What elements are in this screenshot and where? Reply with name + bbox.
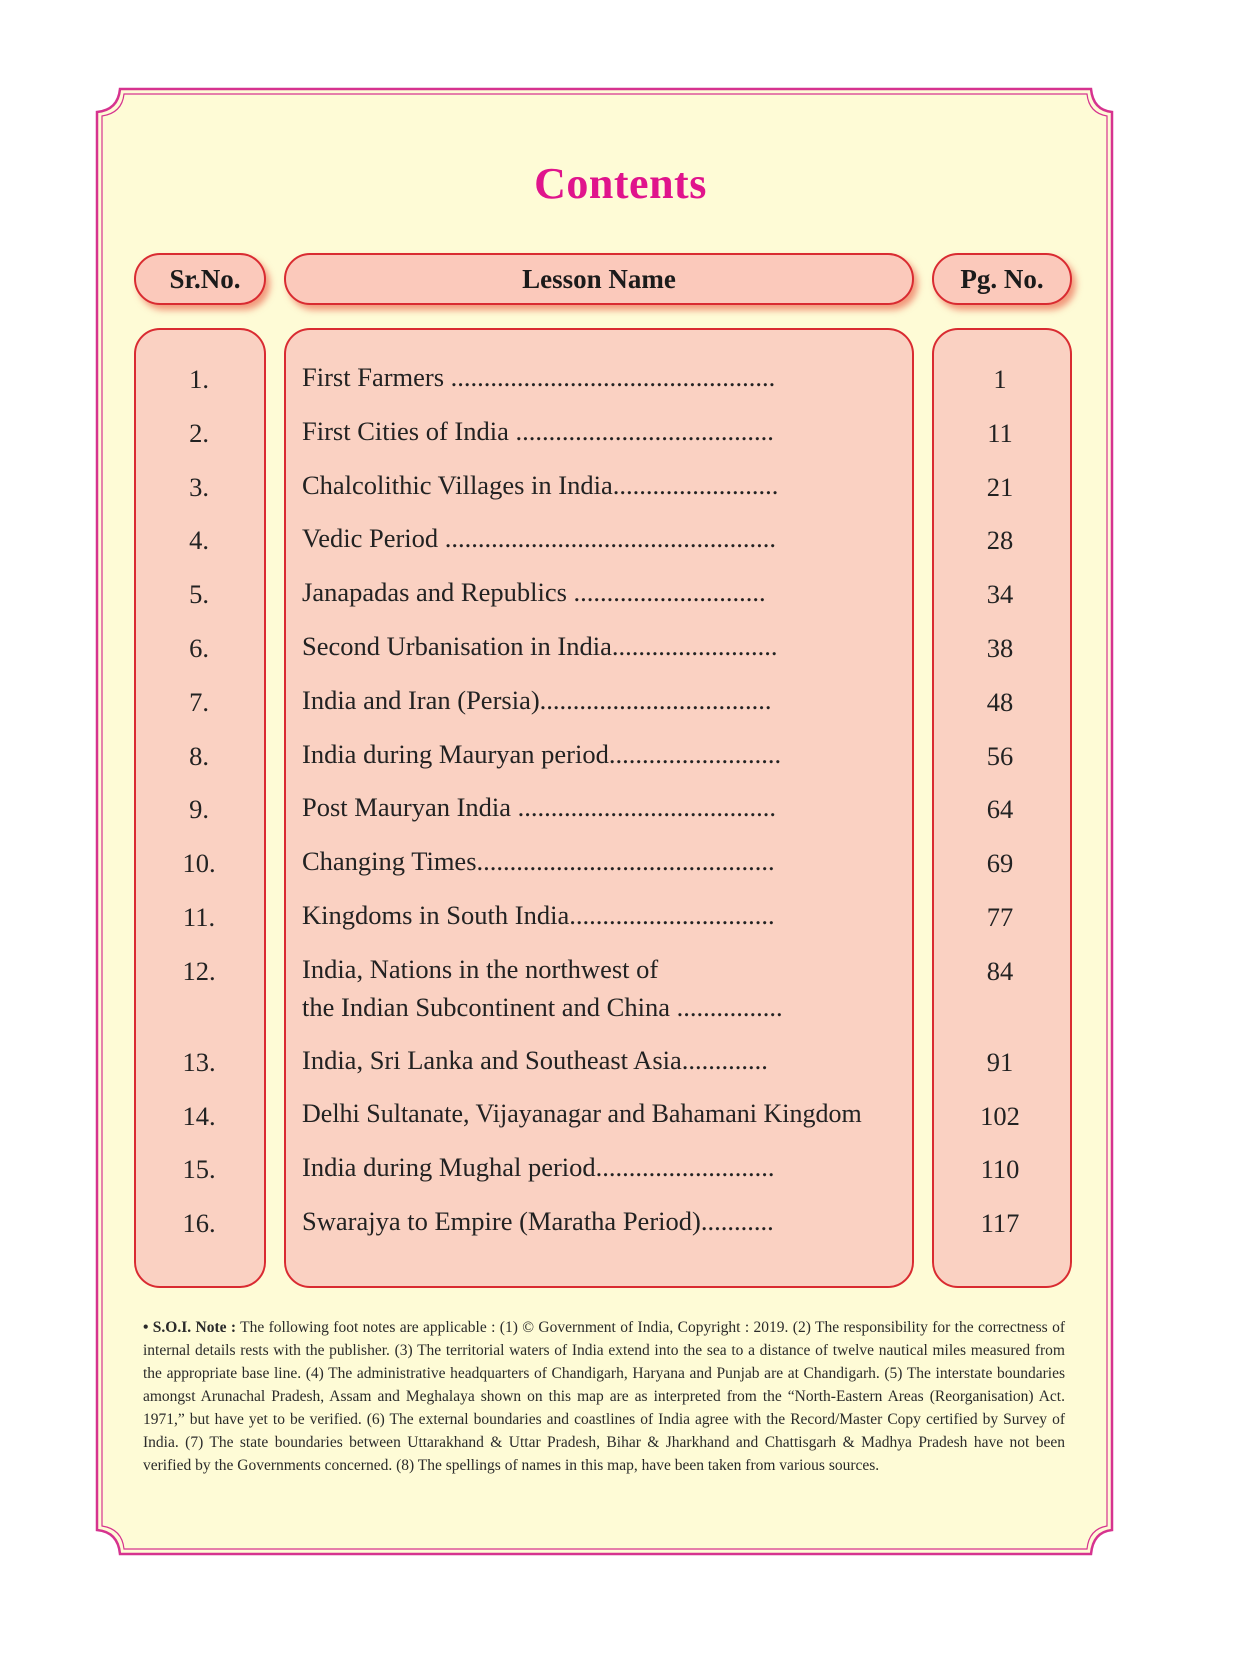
list-item — [0, 953, 1241, 1047]
header-sr-no-label: Sr.No. — [169, 263, 241, 294]
lesson-name: Delhi Sultanate, Vijayanagar and Bahamani Kingdom — [302, 1098, 862, 1128]
list-item — [0, 469, 1241, 526]
sr-number: 7. — [189, 686, 209, 717]
page-number: 56 — [986, 740, 1014, 771]
page-number: 110 — [980, 1154, 1020, 1185]
soi-note-label: • S.O.I. Note : — [143, 1319, 237, 1336]
list-item — [0, 899, 1241, 956]
contents-list — [0, 364, 1241, 1262]
lesson-name: Post Mauryan India ....................................... — [302, 792, 777, 823]
header-page-no-label: Pg. No. — [960, 263, 1044, 294]
list-item — [0, 1154, 1241, 1208]
lesson-name: India during Mughal period........................... — [302, 1152, 775, 1183]
list-item — [0, 364, 1241, 418]
lesson-name: Janapadas and Republics ............................. — [302, 577, 766, 608]
list-item — [0, 1098, 1241, 1155]
lesson-name-line-2: the Indian Subcontinent and China ................ — [302, 991, 783, 1022]
header-lesson-name-label: Lesson Name — [522, 263, 676, 294]
sr-number: 14. — [182, 1100, 216, 1131]
sr-number: 11. — [182, 901, 216, 932]
header-page-no — [932, 253, 1072, 305]
sr-number: 3. — [189, 471, 209, 502]
list-item — [0, 738, 1241, 795]
list-item — [0, 794, 1241, 848]
page-number: 48 — [986, 686, 1014, 717]
lesson-name: First Farmers ................................................. — [302, 362, 776, 392]
sr-number: 9. — [189, 794, 209, 825]
list-item — [0, 848, 1241, 902]
page-number: 34 — [986, 579, 1014, 610]
page-number: 28 — [986, 525, 1014, 556]
lesson-name: Second Urbanisation in India......................... — [302, 630, 778, 661]
sr-number: 13. — [182, 1046, 216, 1077]
header-sr-no — [134, 253, 266, 305]
page-number: 84 — [986, 955, 1014, 986]
page-number: 77 — [986, 901, 1014, 932]
header-lesson-name — [284, 253, 914, 305]
sr-number: 16. — [182, 1208, 216, 1239]
list-item — [0, 525, 1241, 579]
soi-note-text: The following foot notes are applicable : (1) © Government of India, Copyright : 2019. (2) The responsibility for the correctness of internal details rests with the publisher. (3) The territorial waters of India extend into the sea to a distance of twelve nautical miles measured from the appropriate base line. (4) The administrative headquarters of Chandigarh, Haryana and Punjab are at Chandigarh. (5) The interstate boundaries amongst Arunachal Pradesh, Assam and Meghalaya shown on this map are as interpreted from the “North-Eastern Areas (Reorganisation) Act. 1971,” but have yet to be verified. (6) The external boundaries and coastlines of India agree with the Record/Master Copy certified by Survey of India. (7) The state boundaries between Uttarakhand & Uttar Pradesh, Bihar & Jharkhand and Chattisgarh & Madhya Pradesh have not been verified by the Governments concerned. (8) The spellings of names in this map, have been taken from various sources. — [143, 1319, 1065, 1474]
list-item — [0, 684, 1241, 741]
sr-number: 1. — [189, 364, 209, 394]
lesson-name-line-1: India, Nations in the northwest of — [302, 953, 659, 984]
page-number: 21 — [986, 471, 1014, 502]
page-number: 64 — [986, 794, 1014, 825]
page-number: 1 — [993, 364, 1007, 394]
list-item — [0, 579, 1241, 633]
sr-number: 2. — [189, 417, 209, 448]
list-item — [0, 1208, 1241, 1262]
page-title: Contents — [534, 159, 707, 208]
lesson-name: India during Mauryan period.......................... — [302, 738, 782, 769]
lesson-name: Chalcolithic Villages in India......................... — [302, 469, 779, 500]
sr-number: 10. — [182, 848, 216, 879]
page-number: 11 — [987, 417, 1013, 448]
sr-number: 15. — [182, 1154, 216, 1185]
list-item — [0, 630, 1241, 687]
soi-note — [143, 1316, 1065, 1477]
page-number: 91 — [986, 1046, 1014, 1077]
list-item — [0, 1044, 1241, 1101]
sr-number: 6. — [189, 632, 209, 663]
sr-number: 8. — [189, 740, 209, 771]
sr-number: 12. — [182, 955, 216, 986]
lesson-name: India and Iran (Persia)................................... — [302, 684, 772, 715]
lesson-name: Changing Times............................................. — [302, 846, 775, 877]
lesson-name — [302, 950, 902, 1026]
page-number: 38 — [986, 632, 1014, 663]
list-item — [0, 415, 1241, 472]
lesson-name: First Cities of India ....................................... — [302, 415, 774, 446]
lesson-name: India, Sri Lanka and Southeast Asia............. — [302, 1044, 768, 1075]
page-number: 69 — [986, 848, 1014, 879]
lesson-name: Kingdoms in South India............................... — [302, 899, 775, 930]
sr-number: 5. — [189, 579, 209, 610]
page-number: 102 — [980, 1100, 1020, 1131]
sr-number: 4. — [189, 525, 209, 556]
lesson-name: Vedic Period .................................................. — [302, 523, 777, 554]
lesson-name: Swarajya to Empire (Maratha Period)........... — [302, 1206, 774, 1237]
page-number: 117 — [980, 1208, 1020, 1239]
